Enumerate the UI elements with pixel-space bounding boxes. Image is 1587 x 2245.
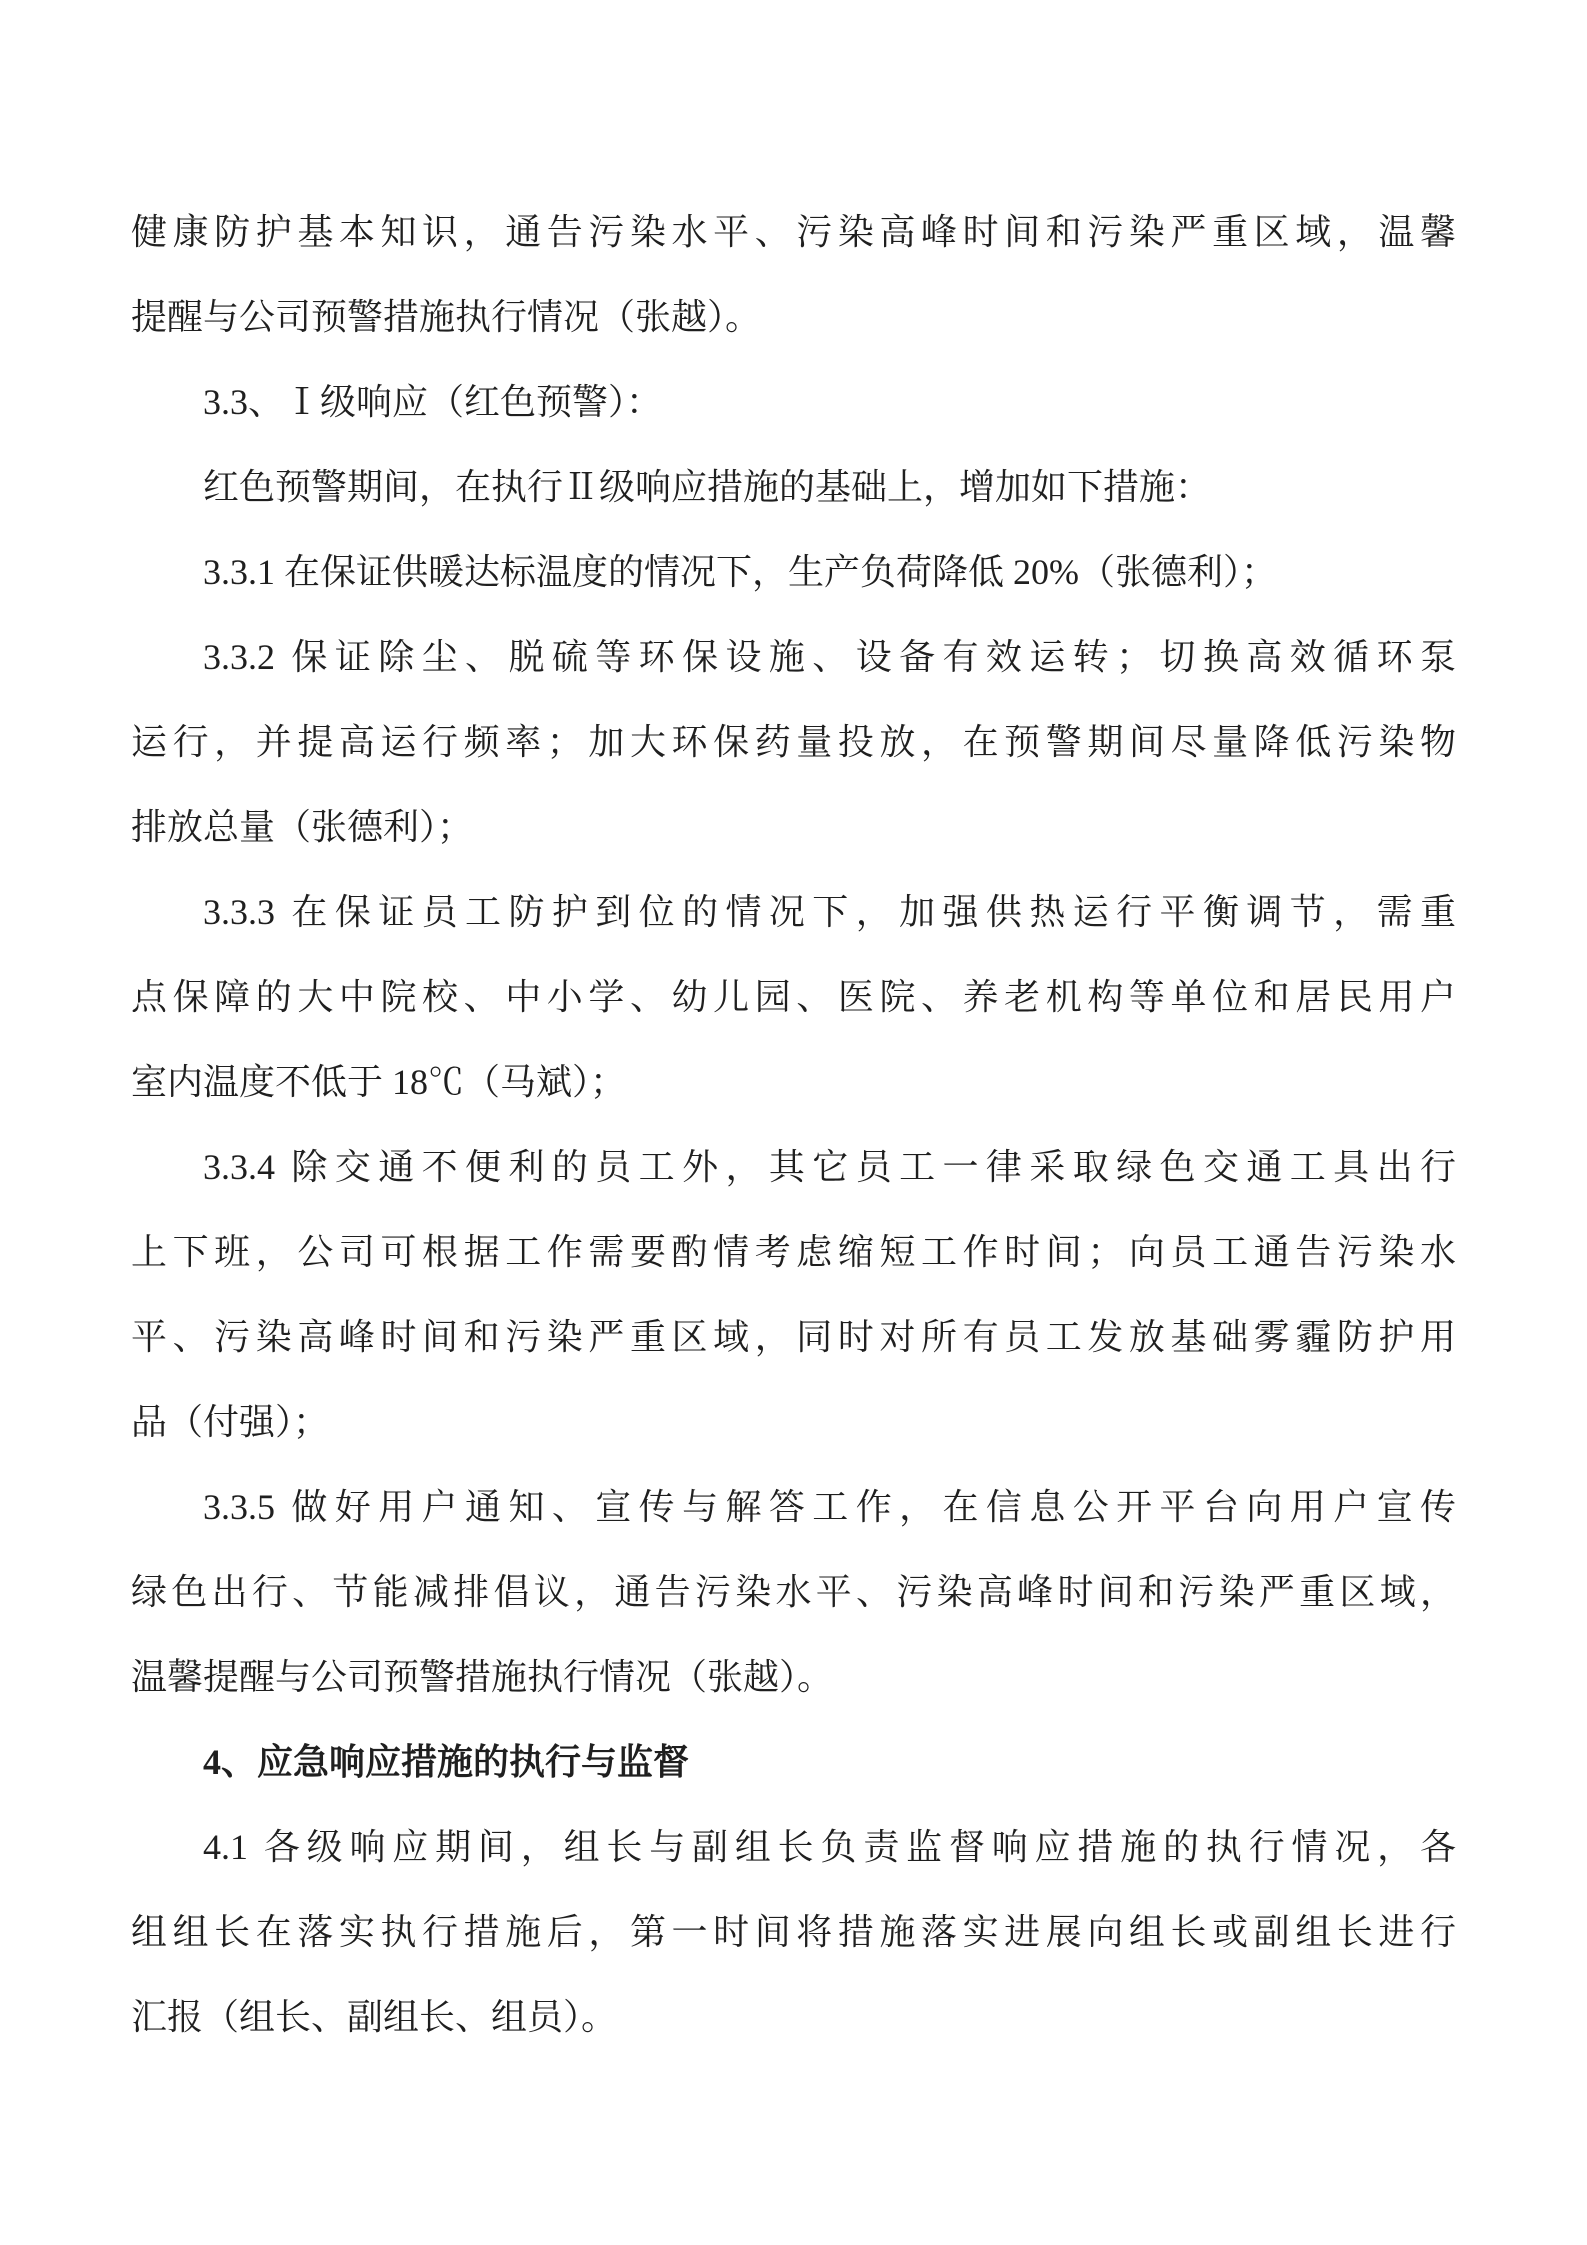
text-line: 绿色出行、节能减排倡议，通告污染水平、污染高峰时间和污染严重区域， bbox=[131, 1572, 1456, 1612]
document-body bbox=[131, 190, 1456, 2060]
text-line: 品（付强）； bbox=[131, 1402, 330, 1442]
paragraph bbox=[131, 1805, 1456, 2060]
text-line: 运行，并提高运行频率；加大环保药量投放，在预警期间尽量降低污染物 bbox=[131, 722, 1456, 762]
paragraph bbox=[131, 870, 1456, 1125]
text-line: 3.3、Ⅰ级响应（红色预警）： bbox=[203, 382, 663, 422]
paragraph bbox=[131, 615, 1456, 870]
text-line: 平、污染高峰时间和污染严重区域，同时对所有员工发放基础雾霾防护用 bbox=[131, 1317, 1456, 1357]
text-line: 4.1 各级响应期间，组长与副组长负责监督响应措施的执行情况，各 bbox=[203, 1827, 1456, 1867]
text-line: 红色预警期间，在执行Ⅱ级响应措施的基础上，增加如下措施： bbox=[203, 467, 1212, 507]
paragraph bbox=[131, 190, 1456, 360]
text-line: 3.3.2 保证除尘、脱硫等环保设施、设备有效运转；切换高效循环泵 bbox=[203, 637, 1456, 677]
paragraph bbox=[131, 445, 1456, 530]
text-line: 3.3.5 做好用户通知、宣传与解答工作，在信息公开平台向用户宣传 bbox=[203, 1487, 1456, 1527]
section-heading bbox=[131, 1720, 1456, 1805]
text-line: 温馨提醒与公司预警措施执行情况（张越）。 bbox=[131, 1657, 834, 1697]
text-line: 排放总量（张德利）； bbox=[131, 807, 474, 847]
paragraph bbox=[131, 1465, 1456, 1720]
paragraph bbox=[131, 1125, 1456, 1465]
text-line: 室内温度不低于 18℃（马斌）； bbox=[131, 1062, 627, 1102]
text-line: 汇报（组长、副组长、组员）。 bbox=[131, 1997, 618, 2037]
text-line: 4、应急响应措施的执行与监督 bbox=[203, 1742, 690, 1782]
text-line: 3.3.1 在保证供暖达标温度的情况下，生产负荷降低 20%（张德利）； bbox=[203, 552, 1277, 592]
text-line: 3.3.3 在保证员工防护到位的情况下，加强供热运行平衡调节，需重 bbox=[203, 892, 1456, 932]
text-line: 上下班，公司可根据工作需要酌情考虑缩短工作时间；向员工通告污染水 bbox=[131, 1232, 1456, 1272]
paragraph bbox=[131, 360, 1456, 445]
paragraph bbox=[131, 530, 1456, 615]
text-line: 提醒与公司预警措施执行情况（张越）。 bbox=[131, 297, 762, 337]
text-line: 组组长在落实执行措施后，第一时间将措施落实进展向组长或副组长进行 bbox=[131, 1912, 1456, 1952]
text-line: 3.3.4 除交通不便利的员工外，其它员工一律采取绿色交通工具出行 bbox=[203, 1147, 1456, 1187]
text-line: 点保障的大中院校、中小学、幼儿园、医院、养老机构等单位和居民用户 bbox=[131, 977, 1456, 1017]
text-line: 健康防护基本知识，通告污染水平、污染高峰时间和污染严重区域，温馨 bbox=[131, 212, 1456, 252]
